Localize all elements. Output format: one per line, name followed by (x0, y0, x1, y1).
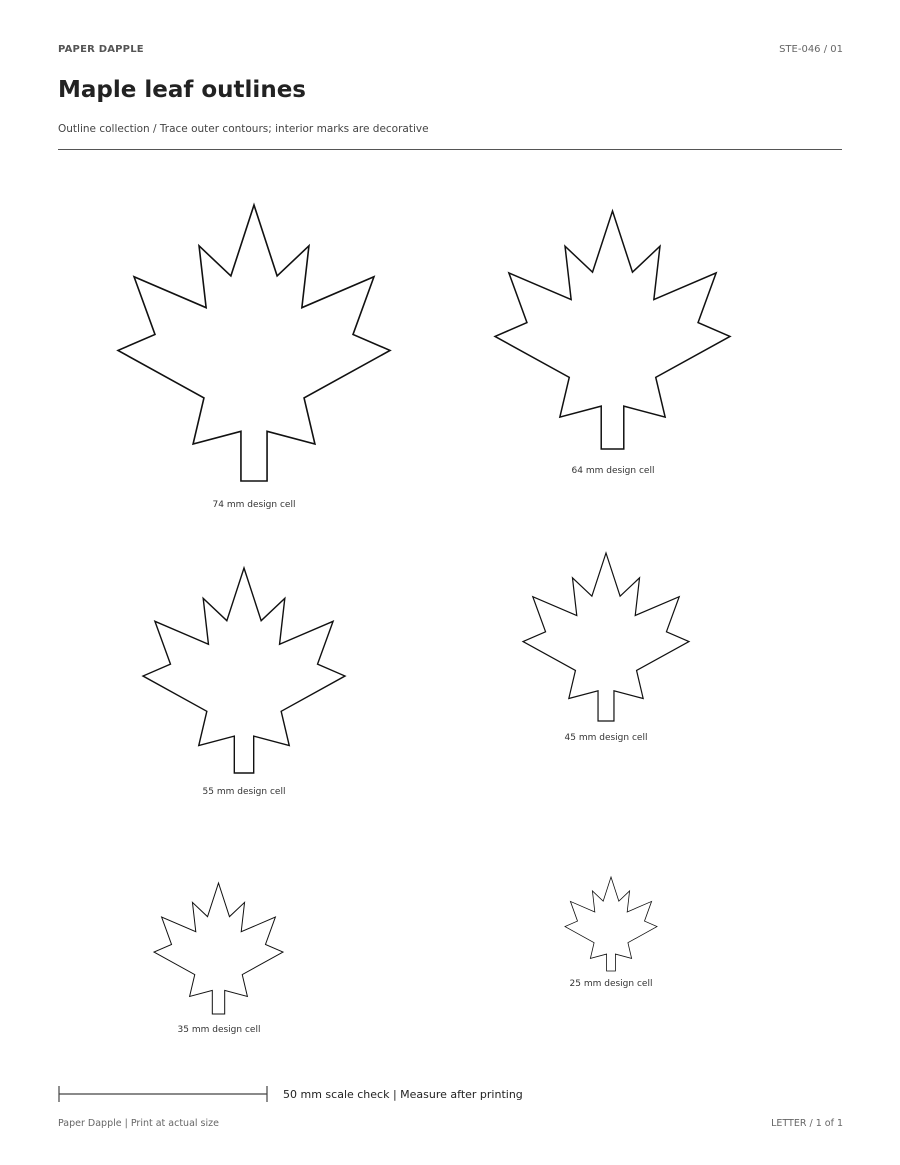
leaf-caption-64mm: 64 mm design cell (571, 466, 655, 476)
page-title: Maple leaf outlines (58, 77, 306, 103)
leaf-outline (143, 568, 345, 773)
maple-leaf-64mm (495, 211, 730, 449)
maple-leaf-55mm (143, 568, 345, 773)
footer-note: Paper Dapple | Print at actual size (58, 1118, 219, 1129)
maple-leaf-25mm (565, 877, 657, 971)
page-subtitle: Outline collection / Trace outer contours; interior marks are decorative (58, 123, 429, 135)
page-indicator: LETTER / 1 of 1 (771, 1118, 843, 1129)
scale-check-label: 50 mm scale check | Measure after printing (283, 1088, 523, 1101)
leaf-caption-45mm: 45 mm design cell (564, 733, 648, 743)
document-reference: STE-046 / 01 (779, 44, 843, 55)
leaf-caption-55mm: 55 mm design cell (202, 787, 286, 797)
brand-name: PAPER DAPPLE (58, 44, 144, 55)
maple-leaf-35mm (154, 883, 283, 1014)
maple-leaf-74mm (118, 205, 390, 481)
leaf-outline (523, 553, 689, 721)
leaf-outline (154, 883, 283, 1014)
leaf-outline (118, 205, 390, 481)
leaf-caption-25mm: 25 mm design cell (569, 979, 653, 989)
leaf-caption-74mm: 74 mm design cell (212, 500, 296, 510)
leaf-outline (565, 877, 657, 971)
scale-check-bar (58, 1085, 270, 1103)
leaf-caption-35mm: 35 mm design cell (177, 1025, 261, 1035)
maple-leaf-45mm (523, 553, 689, 721)
leaf-outline (495, 211, 730, 449)
header-divider (58, 149, 842, 150)
